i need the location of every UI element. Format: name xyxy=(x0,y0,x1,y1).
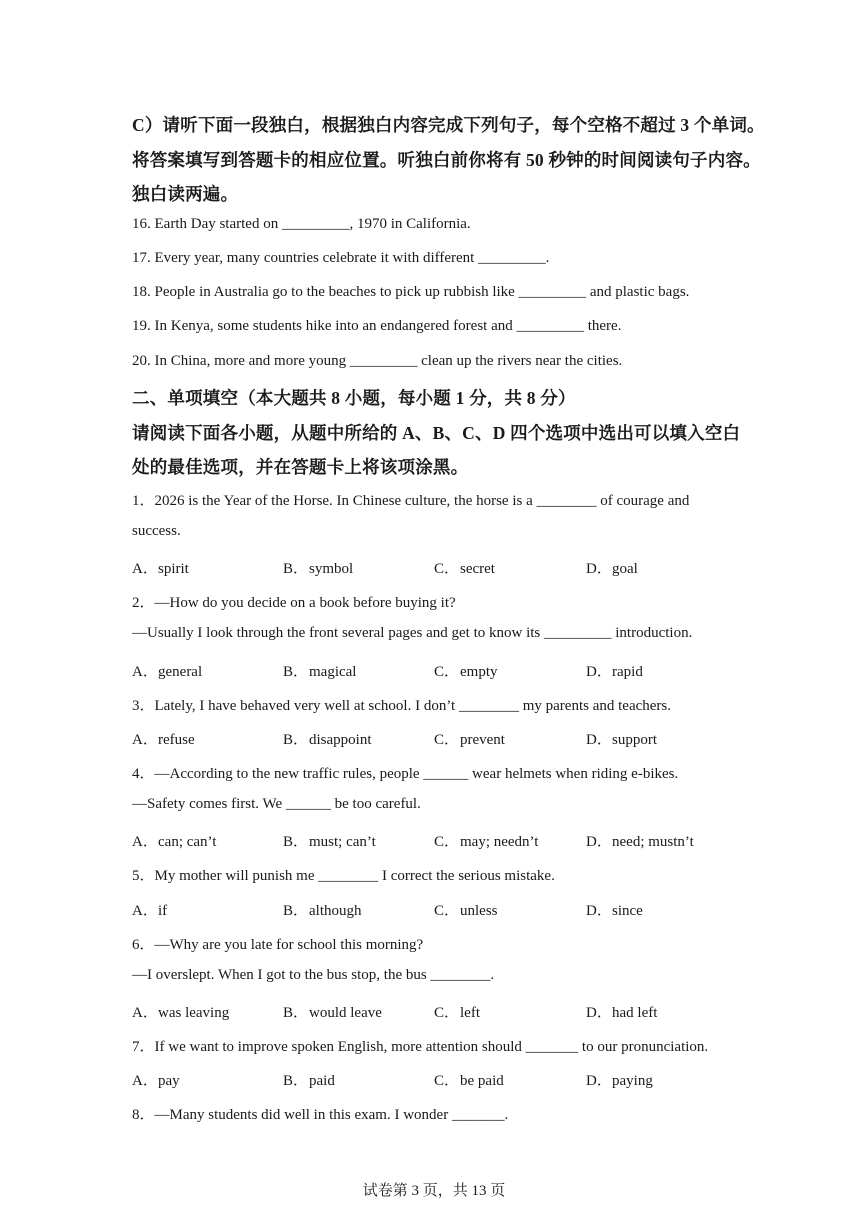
option-key: B． xyxy=(283,834,309,850)
option-key: D． xyxy=(586,664,612,680)
option-text: paying xyxy=(612,1073,653,1089)
question-4-stem-continued: —Safety comes first. We ______ be too careful. xyxy=(132,796,421,812)
option-text: symbol xyxy=(309,561,354,577)
option-a[interactable] xyxy=(132,1001,229,1022)
option-text: paid xyxy=(309,1073,335,1089)
section-2-title: 二、单项填空（本大题共 8 小题，每小题 1 分，共 8 分） xyxy=(132,388,576,408)
option-key: C． xyxy=(434,1073,460,1089)
option-key: D． xyxy=(586,1073,612,1089)
option-key: A． xyxy=(132,732,158,748)
option-text: had left xyxy=(612,1005,658,1021)
listening-sentence-18: 18. People in Australia go to the beaches to pick up rubbish like _________ and plastic bags. xyxy=(132,284,690,300)
section-c-instruction-line: 将答案填写到答题卡的相应位置。听独白前你将有 50 秒钟的时间阅读句子内容。 xyxy=(132,150,761,170)
option-key: D． xyxy=(586,1005,612,1021)
option-key: A． xyxy=(132,1073,158,1089)
option-b[interactable] xyxy=(283,1001,382,1022)
option-text: can; can’t xyxy=(158,834,217,850)
option-c[interactable] xyxy=(434,660,498,681)
question-6-stem: 6．—Why are you late for school this morning? xyxy=(132,937,424,953)
option-key: B． xyxy=(283,561,309,577)
option-text: unless xyxy=(460,903,498,919)
option-text: spirit xyxy=(158,561,189,577)
option-b[interactable] xyxy=(283,728,372,749)
option-key: A． xyxy=(132,903,158,919)
question-5-stem: 5．My mother will punish me ________ I correct the serious mistake. xyxy=(132,868,555,884)
section-2-instruction-line: 处的最佳选项，并在答题卡上将该项涂黑。 xyxy=(132,457,469,477)
section-c-instruction-line: 独白读两遍。 xyxy=(132,184,239,204)
listening-sentence-20: 20. In China, more and more young _________ clean up the rivers near the cities. xyxy=(132,353,623,369)
option-a[interactable] xyxy=(132,899,167,920)
option-text: although xyxy=(309,903,362,919)
option-text: was leaving xyxy=(158,1005,230,1021)
option-text: since xyxy=(612,903,643,919)
option-b[interactable] xyxy=(283,899,362,920)
question-2-stem-continued: —Usually I look through the front several pages and get to know its _________ introduction. xyxy=(132,625,693,641)
option-text: magical xyxy=(309,664,357,680)
listening-sentence-17: 17. Every year, many countries celebrate it with different _________. xyxy=(132,250,550,266)
option-b[interactable] xyxy=(283,660,356,681)
option-key: C． xyxy=(434,732,460,748)
option-text: if xyxy=(158,903,168,919)
page-footer: 试卷第 3 页，共 13 页 xyxy=(362,1183,506,1199)
option-text: rapid xyxy=(612,664,643,680)
option-key: B． xyxy=(283,1005,309,1021)
option-key: C． xyxy=(434,903,460,919)
option-text: must; can’t xyxy=(309,834,376,850)
option-key: A． xyxy=(132,834,158,850)
option-a[interactable] xyxy=(132,660,202,681)
option-d[interactable] xyxy=(586,728,657,749)
option-c[interactable] xyxy=(434,899,498,920)
option-text: support xyxy=(612,732,657,748)
option-text: prevent xyxy=(460,732,505,748)
option-d[interactable] xyxy=(586,830,694,851)
option-text: need; mustn’t xyxy=(612,834,694,850)
option-key: B． xyxy=(283,664,309,680)
option-a[interactable] xyxy=(132,728,195,749)
option-c[interactable] xyxy=(434,1069,504,1090)
option-c[interactable] xyxy=(434,557,495,578)
section-2-instruction-line: 请阅读下面各小题，从题中所给的 A、B、C、D 四个选项中选出可以填入空白 xyxy=(132,423,741,443)
option-c[interactable] xyxy=(434,830,538,851)
listening-sentence-19: 19. In Kenya, some students hike into an endangered forest and _________ there. xyxy=(132,318,622,334)
option-b[interactable] xyxy=(283,830,376,851)
option-key: A． xyxy=(132,561,158,577)
option-d[interactable] xyxy=(586,660,643,681)
option-d[interactable] xyxy=(586,1069,653,1090)
option-text: pay xyxy=(158,1073,180,1089)
option-key: B． xyxy=(283,732,309,748)
option-text: would leave xyxy=(309,1005,382,1021)
option-d[interactable] xyxy=(586,899,643,920)
listening-sentence-16: 16. Earth Day started on _________, 1970 in California. xyxy=(132,216,471,232)
option-text: goal xyxy=(612,561,638,577)
option-key: C． xyxy=(434,834,460,850)
question-8-stem: 8．—Many students did well in this exam. I wonder _______. xyxy=(132,1107,509,1123)
question-1-stem: 1．2026 is the Year of the Horse. In Chinese culture, the horse is a ________ of courage and xyxy=(132,493,690,509)
option-a[interactable] xyxy=(132,557,189,578)
option-d[interactable] xyxy=(586,557,638,578)
option-a[interactable] xyxy=(132,830,216,851)
question-1-stem-continued: success. xyxy=(132,523,181,539)
option-text: left xyxy=(460,1005,480,1021)
option-key: C． xyxy=(434,1005,460,1021)
option-key: B． xyxy=(283,903,309,919)
option-text: disappoint xyxy=(309,732,372,748)
option-b[interactable] xyxy=(283,557,353,578)
question-2-stem: 2．—How do you decide on a book before buying it? xyxy=(132,595,456,611)
option-key: C． xyxy=(434,561,460,577)
option-key: D． xyxy=(586,834,612,850)
option-key: C． xyxy=(434,664,460,680)
option-b[interactable] xyxy=(283,1069,335,1090)
option-c[interactable] xyxy=(434,728,505,749)
option-key: B． xyxy=(283,1073,309,1089)
option-d[interactable] xyxy=(586,1001,657,1022)
section-c-instruction-line: C）请听下面一段独白，根据独白内容完成下列句子，每个空格不超过 3 个单词。 xyxy=(132,115,765,135)
option-text: may; needn’t xyxy=(460,834,539,850)
option-text: general xyxy=(158,664,203,680)
option-key: D． xyxy=(586,561,612,577)
option-c[interactable] xyxy=(434,1001,480,1022)
option-key: D． xyxy=(586,903,612,919)
question-6-stem-continued: —I overslept. When I got to the bus stop, the bus ________. xyxy=(132,967,495,983)
option-text: empty xyxy=(460,664,498,680)
option-key: A． xyxy=(132,664,158,680)
question-7-stem: 7．If we want to improve spoken English, more attention should _______ to our pronunciation. xyxy=(132,1039,709,1055)
option-text: secret xyxy=(460,561,495,577)
option-text: refuse xyxy=(158,732,195,748)
option-key: D． xyxy=(586,732,612,748)
option-text: be paid xyxy=(460,1073,504,1089)
option-a[interactable] xyxy=(132,1069,180,1090)
question-3-stem: 3．Lately, I have behaved very well at school. I don’t ________ my parents and teachers. xyxy=(132,698,671,714)
question-4-stem: 4．—According to the new traffic rules, people ______ wear helmets when riding e-bikes. xyxy=(132,766,679,782)
option-key: A． xyxy=(132,1005,158,1021)
